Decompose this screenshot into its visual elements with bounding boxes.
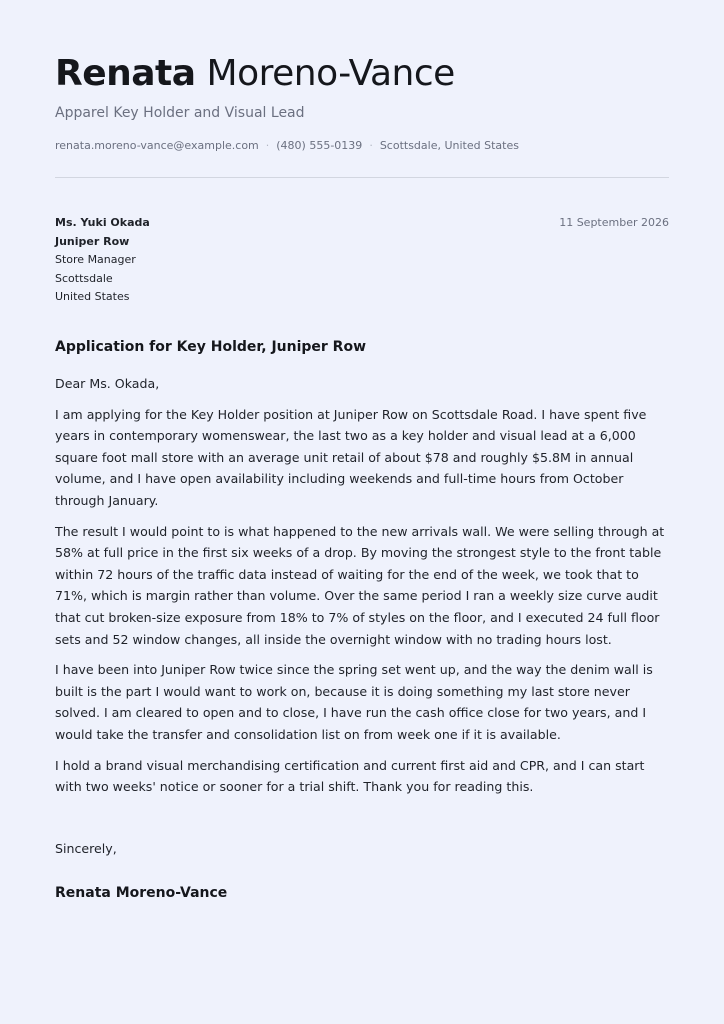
email-link[interactable]: renata.moreno-vance@example.com <box>55 139 259 152</box>
recipient-city: Scottsdale <box>55 271 113 285</box>
separator-dot: · <box>265 139 270 152</box>
applicant-name <box>55 52 455 96</box>
contact-line <box>55 138 519 154</box>
signature: Renata Moreno-Vance <box>55 885 228 901</box>
body-paragraph: I am applying for the Key Holder position at Juniper Row on Scottsdale Road. I have spent five years in contemporary womenswear, the last two as a key holder and visual lead at a 6,000 square foot mall store with an average unit retail of about $78 and roughly $5.8M in annual volume, and I have open availability including weekends and full-time hours from October through January. <box>55 406 647 508</box>
recipient-country: United States <box>55 290 130 303</box>
recipient-name: Ms. Yuki Okada <box>55 216 150 229</box>
closing: Sincerely, <box>55 841 117 856</box>
separator-dot: · <box>369 139 373 152</box>
last-name: Moreno-Vance <box>206 53 455 94</box>
body-paragraph: I have been into Juniper Row twice since the spring set went up, and the way the denim wall is built is the part I would want to work on, because it is doing something my last store never solved. I am cleared to open and to close, I have run the cash office close for two years, and I would take the transfer and consolidation list on from week one if it is available. <box>55 662 653 742</box>
location: Scottsdale, United States <box>379 139 519 152</box>
salutation: Dear Ms. Okada, <box>55 376 160 391</box>
applicant-title: Apparel Key Holder and Visual Lead <box>55 105 305 121</box>
recipient-company: Juniper Row <box>55 234 130 248</box>
first-name: Renata <box>55 53 196 94</box>
recipient-block <box>55 214 150 307</box>
letter-subject: Application for Key Holder, Juniper Row <box>55 339 367 355</box>
letter-date: 11 September 2026 <box>559 216 669 229</box>
letter-body <box>55 373 669 807</box>
recipient-role: Store Manager <box>55 253 136 266</box>
phone-number: (480) 555-0139 <box>276 139 363 152</box>
body-paragraph: I hold a brand visual merchandising certification and current first aid and CPR, and I can start with two weeks' notice or sooner for a trial shift. Thank you for reading this. <box>55 757 645 795</box>
body-paragraph: The result I would point to is what happened to the new arrivals wall. We were selling through at 58% at full price in the first six weeks of a drop. By moving the strongest style to the front table within 72 hours of the traffic data instead of waiting for the end of the week, we took that to 71%, which is margin rather than volume. Over the same period I ran a weekly size curve audit that cut broken-size exposure from 18% to 7% of styles on the floor, and I executed 24 full floor sets and 52 window changes, all inside the overnight window with no trading hours lost. <box>55 523 665 647</box>
header-divider <box>55 177 669 178</box>
